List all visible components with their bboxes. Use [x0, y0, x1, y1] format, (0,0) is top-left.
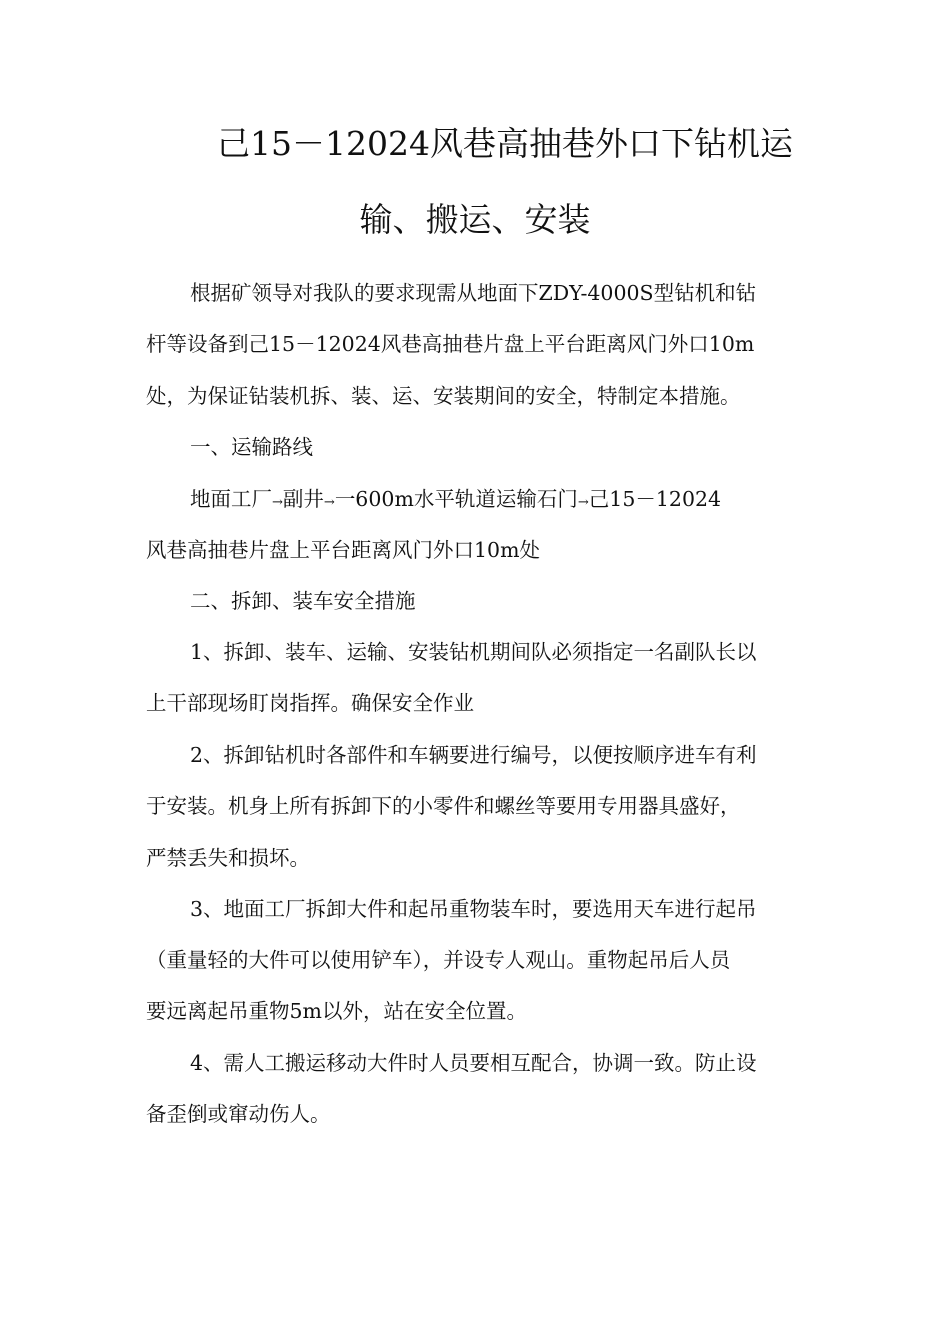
- section1-heading: 一、运输路线: [190, 435, 313, 459]
- route-arrow-icon: →: [272, 495, 283, 510]
- item4-line-2: 备歪倒或窜动伤人。: [146, 1102, 331, 1126]
- section2-heading: 二、拆卸、装车安全措施: [190, 589, 416, 613]
- document-title-line-2: 输、搬运、安装: [359, 200, 591, 239]
- route-point-surface-factory: 地面工厂: [190, 487, 272, 511]
- intro-line-3: 处，为保证钻装机拆、装、运、安装期间的安全，特制定本措施。: [146, 384, 741, 408]
- item2-line-3: 严禁丢失和损坏。: [146, 846, 310, 870]
- item4-line-1: 4、需人工搬运移动大件时人员要相互配合，协调一致。防止设: [190, 1051, 757, 1075]
- intro-line-1: 根据矿领导对我队的要求现需从地面下ZDY-4000S型钻机和钻: [190, 281, 757, 305]
- item3-line-1: 3、地面工厂拆卸大件和起吊重物装车时，要选用天车进行起吊: [190, 897, 757, 921]
- item1-line-2: 上干部现场盯岗指挥。确保安全作业: [146, 691, 474, 715]
- route-point-roadway: 己15－12024: [588, 487, 722, 511]
- route-line-2: 风巷高抽巷片盘上平台距离风门外口10m处: [146, 538, 541, 562]
- route-point-crosscut: 一600m水平轨道运输石门: [334, 487, 578, 511]
- route-line-1: [190, 485, 721, 517]
- item3-line-3: 要远离起吊重物5m以外，站在安全位置。: [146, 999, 527, 1023]
- document-title-line-1: 己15－12024风巷高抽巷外口下钻机运: [217, 124, 793, 163]
- item2-line-1: 2、拆卸钻机时各部件和车辆要进行编号，以便按顺序进车有利: [190, 743, 757, 767]
- item3-line-2: （重量轻的大件可以使用铲车），并设专人观山。重物起吊后人员: [146, 948, 731, 972]
- item1-line-1: 1、拆卸、装车、运输、安装钻机期间队必须指定一名副队长以: [190, 640, 757, 664]
- route-arrow-icon: →: [577, 495, 589, 510]
- route-arrow-icon: →: [323, 495, 335, 510]
- intro-line-2: 杆等设备到己15－12024风巷高抽巷片盘上平台距离风门外口10m: [146, 332, 755, 356]
- item2-line-2: 于安装。机身上所有拆卸下的小零件和螺丝等要用专用器具盛好，: [146, 794, 741, 818]
- route-point-auxiliary-shaft: 副井: [282, 487, 324, 511]
